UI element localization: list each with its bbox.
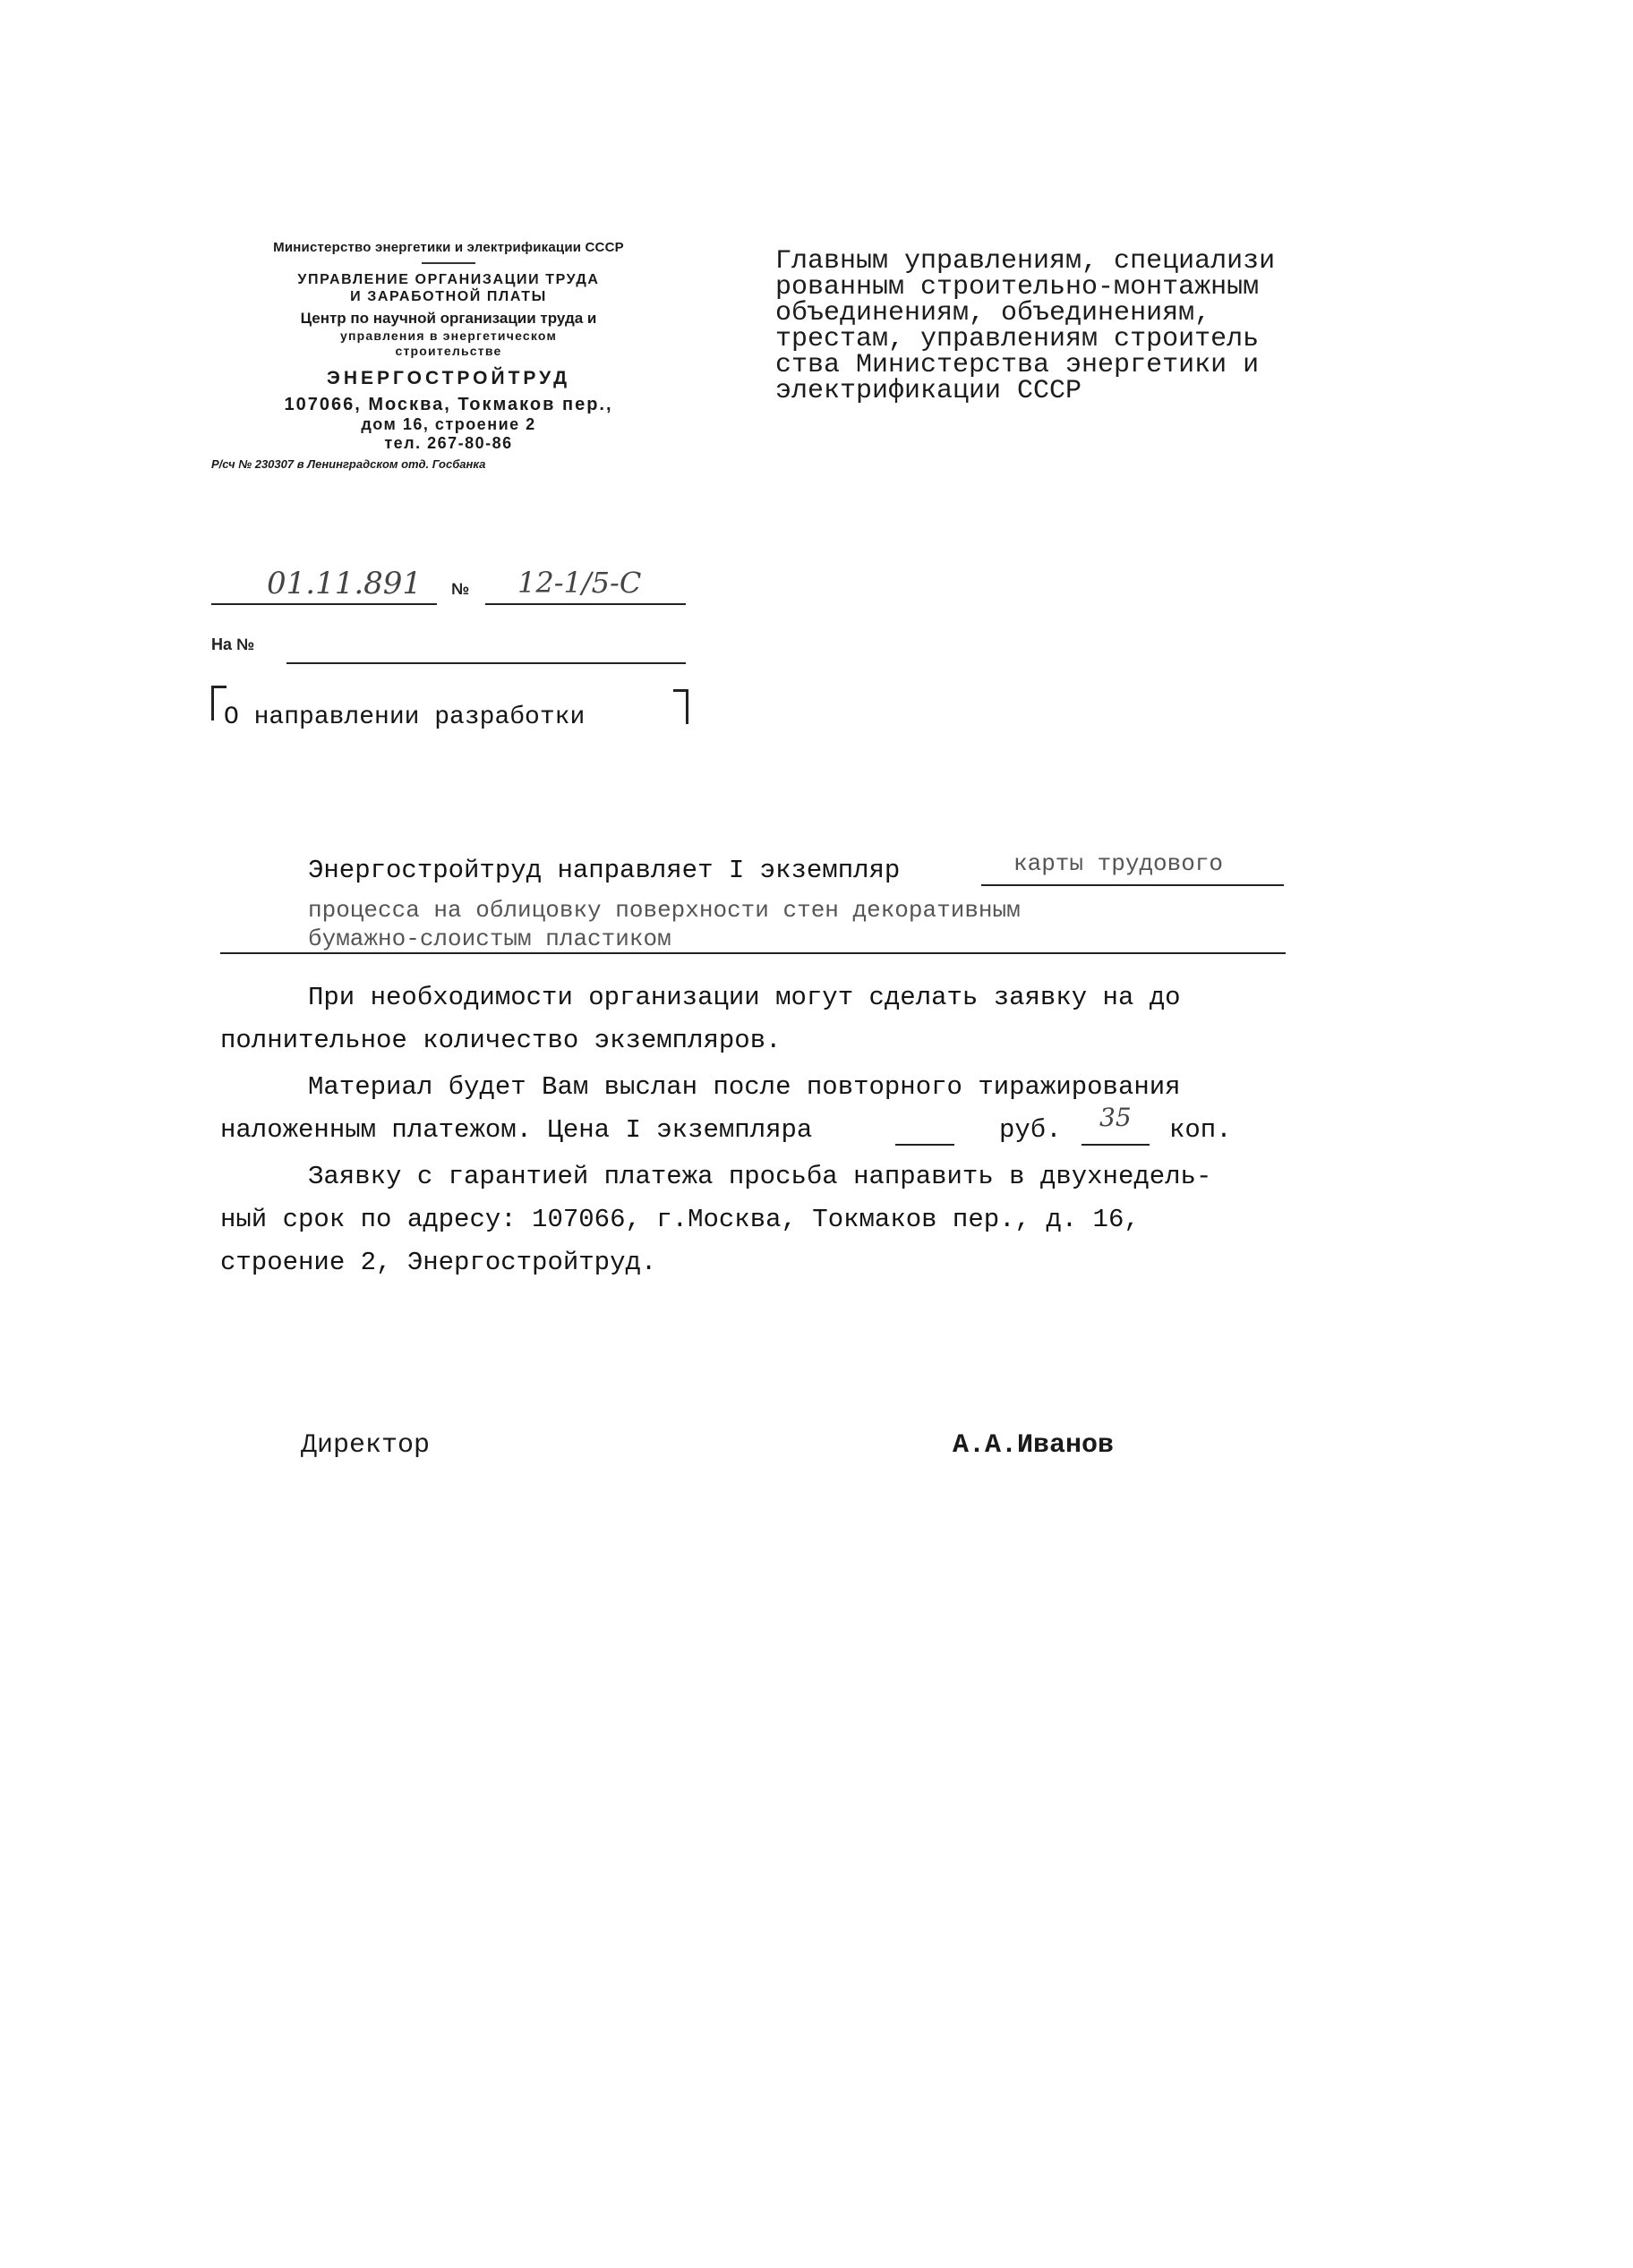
- addressee-line-4: трестам, управлениям строитель: [775, 324, 1260, 354]
- paragraph-3-line-2: наложенным платежом. Цена I экземпляра: [220, 1115, 813, 1145]
- paragraph-1-lead-text: Энергостройтруд направляет I экземпляр: [308, 856, 901, 885]
- paragraph-2-line-1: При необходимости организации могут сделать заявку на до: [308, 983, 1181, 1012]
- paragraph-1-fill-3: бумажно-слоистым пластиком: [308, 925, 671, 952]
- paragraph-4-line-2: ный срок по адресу: 107066, г.Москва, Токмаков пер., д. 16,: [220, 1205, 1140, 1234]
- price-kop-label: коп.: [1169, 1115, 1232, 1145]
- department-line-2: И ЗАРАБОТНОЙ ПЛАТЫ: [350, 289, 547, 305]
- addressee-line-2: рованным строительно-монтажным: [775, 272, 1260, 303]
- addressee-line-6: электрификации СССР: [775, 376, 1082, 406]
- price-kop-rule: [1082, 1144, 1150, 1146]
- number-rule: [485, 603, 686, 605]
- signatory-title: Директор: [301, 1430, 431, 1461]
- paragraph-2-line-2: полнительное количество экземпляров.: [220, 1026, 782, 1055]
- date-handwritten: 01.11.891: [267, 566, 423, 601]
- outgoing-reference-row: [211, 566, 686, 605]
- incoming-reference-row: [211, 625, 686, 664]
- center-line-3: строительстве: [395, 343, 502, 358]
- addressee-block: [775, 246, 1312, 406]
- address-line-1: 107066, Москва, Токмаков пер.,: [284, 394, 613, 414]
- phone-number: тел. 267-80-86: [384, 434, 513, 453]
- addressee-line-3: объединениям, объединениям,: [775, 298, 1211, 328]
- letterhead: [211, 240, 686, 471]
- price-rub-label: руб.: [999, 1115, 1062, 1145]
- paragraph-3-line-1: Материал будет Вам выслан после повторного тиражирования: [308, 1072, 1181, 1102]
- ministry-name: Министерство энергетики и электрификации СССР: [273, 240, 624, 255]
- in-reply-label: На №: [211, 635, 255, 653]
- paragraph-4-line-1: Заявку с гарантией платежа просьба направить в двухнедель-: [308, 1162, 1212, 1191]
- center-line-1: Центр по научной организации труда и: [300, 310, 597, 328]
- paragraph-1-fill-rule-1: [981, 884, 1284, 886]
- signatory-name: А.А.Иванов: [953, 1430, 1115, 1461]
- paragraph-4-line-3: строение 2, Энергостройтруд.: [220, 1248, 657, 1277]
- date-rule: [211, 603, 437, 605]
- addressee-line-1: Главным управлениям, специализи: [775, 246, 1276, 277]
- price-kop-value: 35: [1099, 1103, 1132, 1132]
- organization-name: ЭНЕРГОСТРОЙТРУД: [326, 368, 571, 389]
- price-rub-rule: [895, 1144, 954, 1146]
- center-line-2: управления в энергетическом: [340, 328, 557, 343]
- letterhead-divider: [422, 262, 475, 264]
- paragraph-1-fill-rule-3: [220, 952, 1286, 954]
- subject-bracket-right: [673, 689, 688, 724]
- addressee-line-5: ства Министерства энергетики и: [775, 350, 1260, 380]
- subject-line: О направлении разработки: [224, 703, 586, 731]
- paragraph-1-fill-1: карты трудового: [1013, 850, 1224, 877]
- paragraph-1-lead: [308, 856, 900, 885]
- bank-account: Р/сч № 230307 в Ленинградском отд. Госбанка: [211, 456, 486, 471]
- paragraph-1-fill-2: процесса на облицовку поверхности стен декоративным: [308, 897, 1021, 924]
- number-handwritten: 12-1/5-С: [517, 566, 642, 600]
- number-label: №: [451, 580, 470, 598]
- address-line-2: дом 16, строение 2: [361, 414, 536, 433]
- department-line-1: УПРАВЛЕНИЕ ОРГАНИЗАЦИИ ТРУДА: [297, 272, 600, 287]
- in-reply-rule: [286, 662, 686, 664]
